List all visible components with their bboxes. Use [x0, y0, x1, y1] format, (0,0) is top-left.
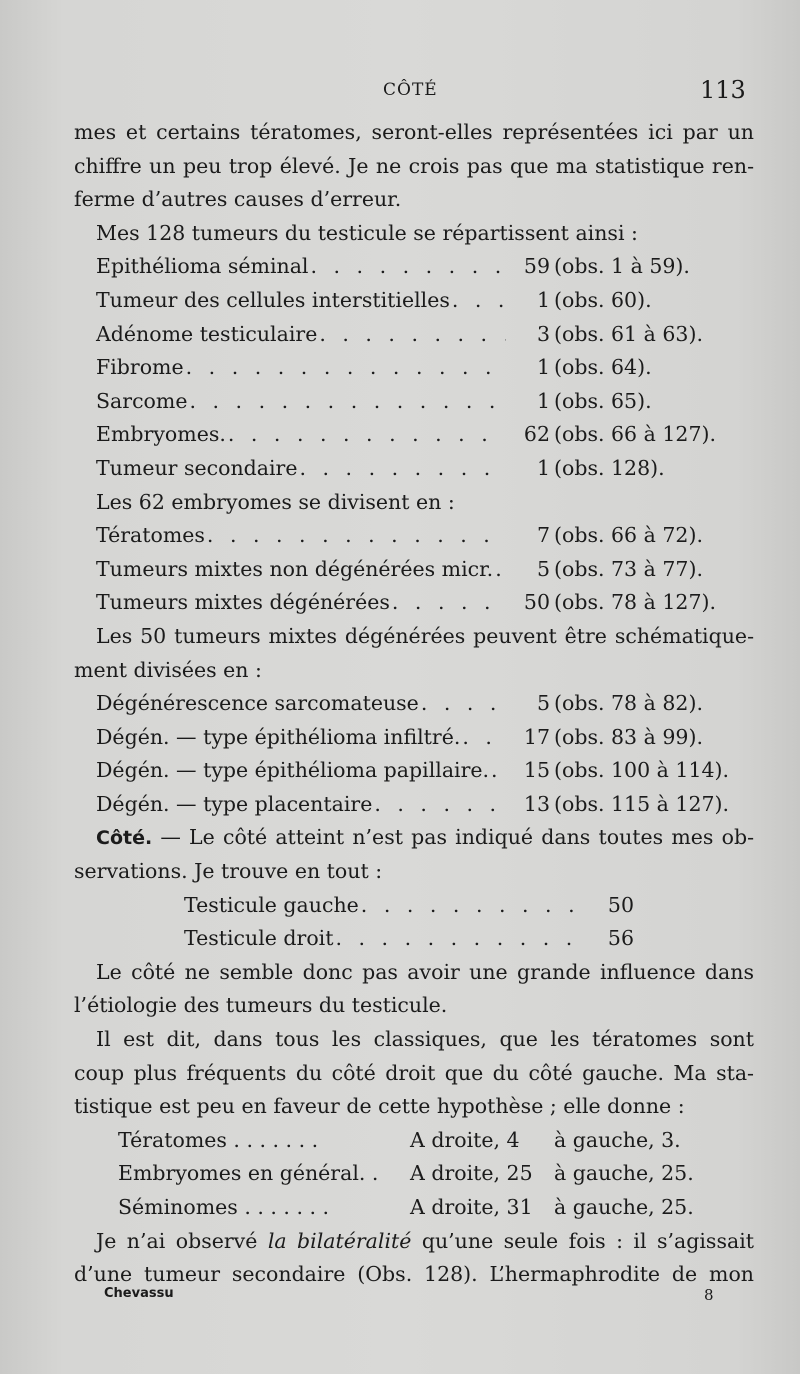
entry-label: Epithélioma séminal [96, 254, 309, 279]
embryomes-list [74, 519, 754, 620]
dot-leader [189, 385, 506, 419]
cell-gauche: à gauche, 3. [554, 1127, 681, 1152]
cote-line [74, 821, 754, 855]
dot-leader [310, 250, 506, 284]
entry-ref: (obs. 115 à 127). [554, 791, 730, 816]
entry-count: 5 [536, 556, 550, 581]
entry-count: 1 [536, 455, 550, 480]
dot-leader [207, 519, 506, 553]
text-line: tistique est peu en faveur de cette hypothèse ; elle donne : [74, 1094, 685, 1119]
list-item [74, 318, 754, 352]
entry-count: 1 [536, 388, 550, 413]
testicules-list [74, 889, 754, 956]
entry-label: Testicule gauche [184, 892, 359, 917]
list-item [74, 418, 754, 452]
entry-count: 1 [536, 355, 550, 380]
dot-leader [421, 687, 506, 721]
dot-leader [186, 351, 506, 385]
entry-count: 50 [523, 590, 550, 615]
text-line: chiffre un peu trop élevé. Je ne crois pas que ma statistique ren- [74, 153, 754, 178]
entry-label: Tératomes [96, 523, 205, 548]
entry-label: Embryomes. [96, 422, 226, 447]
entry-label: Tumeur des cellules interstitielles [96, 287, 450, 312]
entry-count: 1 [536, 287, 550, 312]
entry-ref: (obs. 128). [554, 455, 665, 480]
entry-label: Dégén. — type épithélioma papillaire. [96, 758, 490, 783]
dot-leader [491, 754, 506, 788]
text-line: l’étiologie des tumeurs du testicule. [74, 993, 448, 1018]
entry-ref: (obs. 73 à 77). [554, 556, 703, 581]
entry-label: Testicule droit [184, 926, 334, 951]
entry-count: 13 [523, 791, 550, 816]
entry-ref: (obs. 1 à 59). [554, 254, 690, 279]
entry-count: 3 [536, 321, 550, 346]
table-row [74, 1191, 754, 1225]
dot-leader [228, 418, 506, 452]
entry-count: 56 [607, 926, 634, 951]
row-label: Embryomes en général. . [118, 1161, 379, 1186]
text-span: qu’une seule fois : il s’agissait [411, 1228, 754, 1253]
entry-label: Tumeur secondaire [96, 455, 298, 480]
cell-gauche: à gauche, 25. [554, 1195, 694, 1219]
cell-droite: A droite, 31 [410, 1195, 533, 1219]
row-label: Tératomes . . . . . . . [118, 1127, 319, 1152]
intro-tumeurs: Mes 128 tumeurs du testicule se répartissent ainsi : [96, 220, 638, 245]
cell-gauche: à gauche, 25. [554, 1161, 694, 1186]
table-row [74, 1157, 754, 1191]
list-item [74, 250, 754, 284]
dot-leader [319, 318, 506, 352]
text-line: d’une tumeur secondaire (Obs. 128). L’hermaphrodite de mon [74, 1262, 754, 1287]
entry-label: Tumeurs mixtes dégénérées [96, 590, 390, 615]
entry-label: Fibrome [96, 355, 184, 380]
list-item [74, 385, 754, 419]
table-row [74, 1124, 754, 1158]
cotes-table [74, 1124, 754, 1225]
entry-ref: (obs. 61 à 63). [554, 321, 703, 346]
list-item [74, 284, 754, 318]
list-item [74, 553, 754, 587]
entry-count: 15 [523, 758, 550, 783]
dot-leader [452, 284, 506, 318]
entry-ref: (obs. 83 à 99). [554, 724, 703, 749]
entry-count: 62 [523, 422, 550, 447]
entry-count: 5 [536, 691, 550, 716]
entry-ref: (obs. 78 à 82). [554, 691, 703, 716]
text-line: ferme d’autres causes d’erreur. [74, 187, 402, 212]
dot-leader [392, 586, 506, 620]
dot-leader [361, 889, 590, 923]
final-line [74, 1225, 754, 1259]
list-item [74, 586, 754, 620]
list-item [74, 452, 754, 486]
italic-term: la bilatéralité [267, 1228, 412, 1253]
dot-leader [462, 721, 506, 755]
entry-label: Adénome testiculaire [96, 321, 318, 346]
entry-ref: (obs. 100 à 114). [554, 758, 730, 783]
text-line: Les 50 tumeurs mixtes dégénérées peuvent être schématique- [96, 623, 754, 648]
list-item [74, 889, 634, 923]
entry-ref: (obs. 64). [554, 355, 652, 380]
text-line: Il est dit, dans tous les classiques, que les tératomes sont [96, 1027, 754, 1052]
entry-count: 17 [523, 724, 550, 749]
list-item [74, 721, 754, 755]
list-item [74, 351, 754, 385]
dot-leader [299, 452, 506, 486]
list-item [74, 519, 754, 553]
entry-ref: (obs. 66 à 72). [554, 523, 703, 548]
entry-ref: (obs. 66 à 127). [554, 422, 716, 447]
entry-ref: (obs. 65). [554, 388, 652, 413]
text-line: Le côté ne semble donc pas avoir une grande influence dans [96, 959, 754, 984]
entry-label: Dégén. — type placentaire [96, 791, 373, 816]
tumeurs-list [74, 250, 754, 485]
entry-label: Tumeurs mixtes non dégénérées micr. [96, 556, 494, 581]
dot-leader [374, 788, 506, 822]
section-heading: Côté. [96, 827, 153, 850]
entry-label: Dégén. — type épithélioma infiltré. [96, 724, 461, 749]
entry-count: 59 [523, 254, 550, 279]
text-line: servations. Je trouve en tout : [74, 859, 383, 884]
signature-mark: 8 [704, 1286, 714, 1304]
entry-ref: (obs. 60). [554, 287, 652, 312]
text-line: ment divisées en : [74, 657, 262, 682]
row-label: Séminomes . . . . . . . [118, 1195, 330, 1219]
dot-leader [335, 922, 590, 956]
page-header [0, 76, 800, 106]
entry-ref: (obs. 78 à 127). [554, 590, 716, 615]
list-item [74, 922, 634, 956]
cell-droite: A droite, 4 [410, 1127, 520, 1152]
running-title: CÔTÉ [383, 80, 438, 100]
list-item [74, 788, 754, 822]
cell-droite: A droite, 25 [410, 1161, 533, 1186]
entry-label: Sarcome [96, 388, 188, 413]
entry-label: Dégénérescence sarcomateuse [96, 691, 419, 716]
page-number: 113 [700, 76, 746, 104]
text-span: — Le côté atteint n’est pas indiqué dans toutes mes ob- [152, 825, 754, 850]
intro-embryomes: Les 62 embryomes se divisent en : [96, 489, 455, 514]
text-line: coup plus fréquents du côté droit que du côté gauche. Ma sta- [74, 1060, 754, 1085]
text-span: Je n’ai observé [96, 1228, 268, 1253]
page-footer [0, 1286, 800, 1310]
entry-count: 7 [536, 523, 550, 548]
degenerees-list [74, 687, 754, 821]
list-item [74, 754, 754, 788]
dot-leader [495, 553, 506, 587]
footer-author: Chevassu [104, 1286, 174, 1301]
list-item [74, 687, 754, 721]
page-body [74, 116, 754, 1292]
text-line: mes et certains tératomes, seront-elles représentées ici par un [74, 120, 754, 144]
entry-count: 50 [607, 892, 634, 917]
